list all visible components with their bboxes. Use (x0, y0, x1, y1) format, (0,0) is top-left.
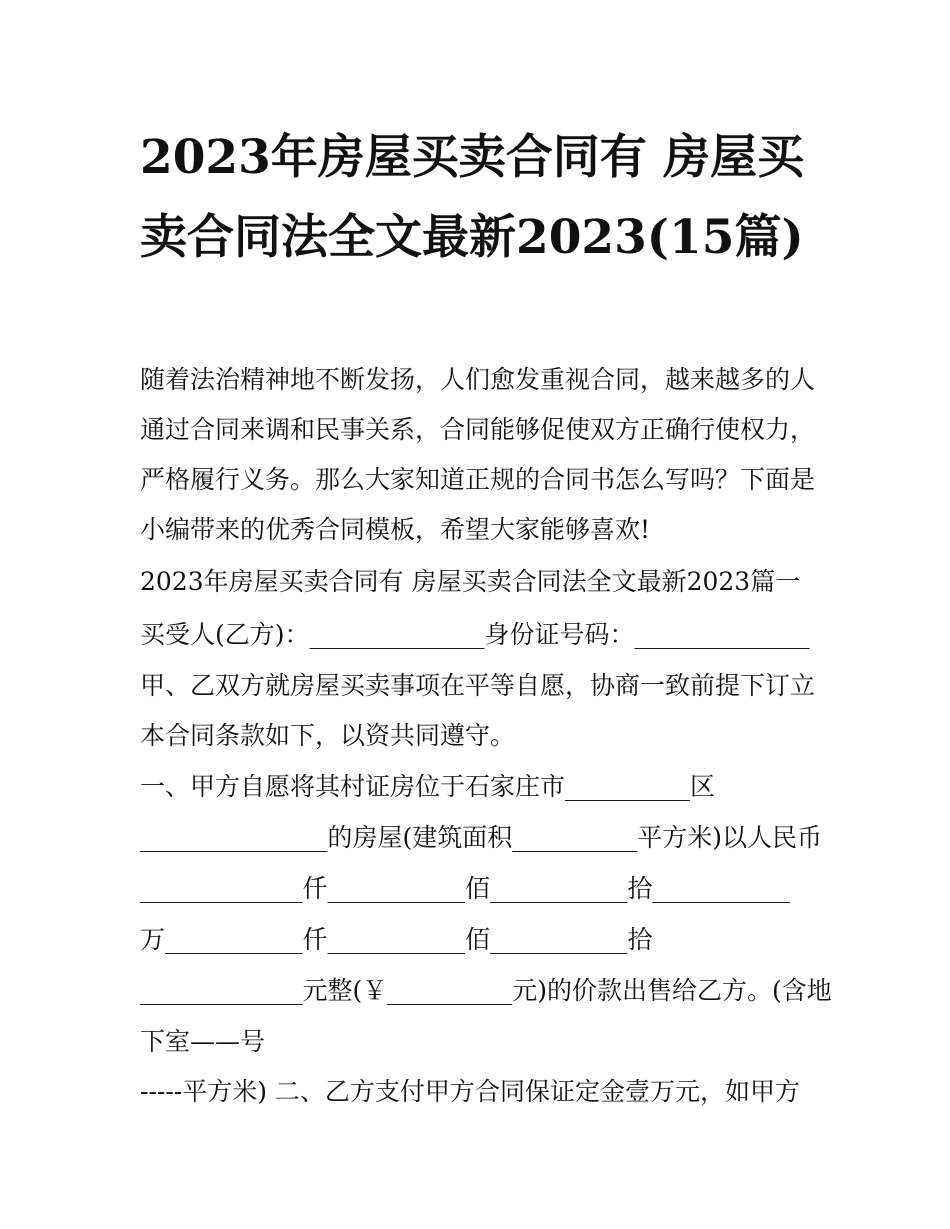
clause-1-line-2: _______________的房屋(建筑面积__________平方米)以人民币 (140, 823, 823, 852)
document-title: 2023年房屋买卖合同有 房屋买卖合同法全文最新2023(15篇) (140, 130, 805, 265)
clause-1-line-1: 一、甲方自愿将其村证房位于石家庄市__________区 (140, 772, 716, 801)
buyer-line: 买受人(乙方)：______________身份证号码：______________ (140, 620, 810, 649)
section-heading: 2023年房屋买卖合同有 房屋买卖合同法全文最新2023篇一 (140, 567, 801, 596)
clause-1-line-5: _____________元整(￥__________元)的价款出售给乙方。(含地 (140, 976, 832, 1005)
clause-1-line-4: 万___________仟___________佰___________拾 (140, 925, 653, 954)
clause-1-line-6: 下室——号 (140, 1027, 266, 1056)
body-line-1: 随着法治精神地不断发扬，人们愈发重视合同，越来越多的人 (140, 365, 816, 394)
body-line-2: 通过合同来调和民事关系，合同能够促使双方正确行使权力， (140, 415, 816, 444)
body-line-8: 本合同条款如下，以资共同遵守。 (140, 721, 516, 750)
clause-1-line-3: _____________仟___________佰___________拾___________ (140, 874, 791, 903)
body-line-4: 小编带来的优秀合同模板，希望大家能够喜欢! (140, 515, 651, 544)
body-line-7: 甲、乙双方就房屋买卖事项在平等自愿，协商一致前提下订立 (140, 671, 816, 700)
body-line-3: 严格履行义务。那么大家知道正规的合同书怎么写吗？下面是 (140, 465, 816, 494)
clause-2-line-1: -----平方米) 二、乙方支付甲方合同保证定金壹万元，如甲方 (140, 1077, 800, 1106)
